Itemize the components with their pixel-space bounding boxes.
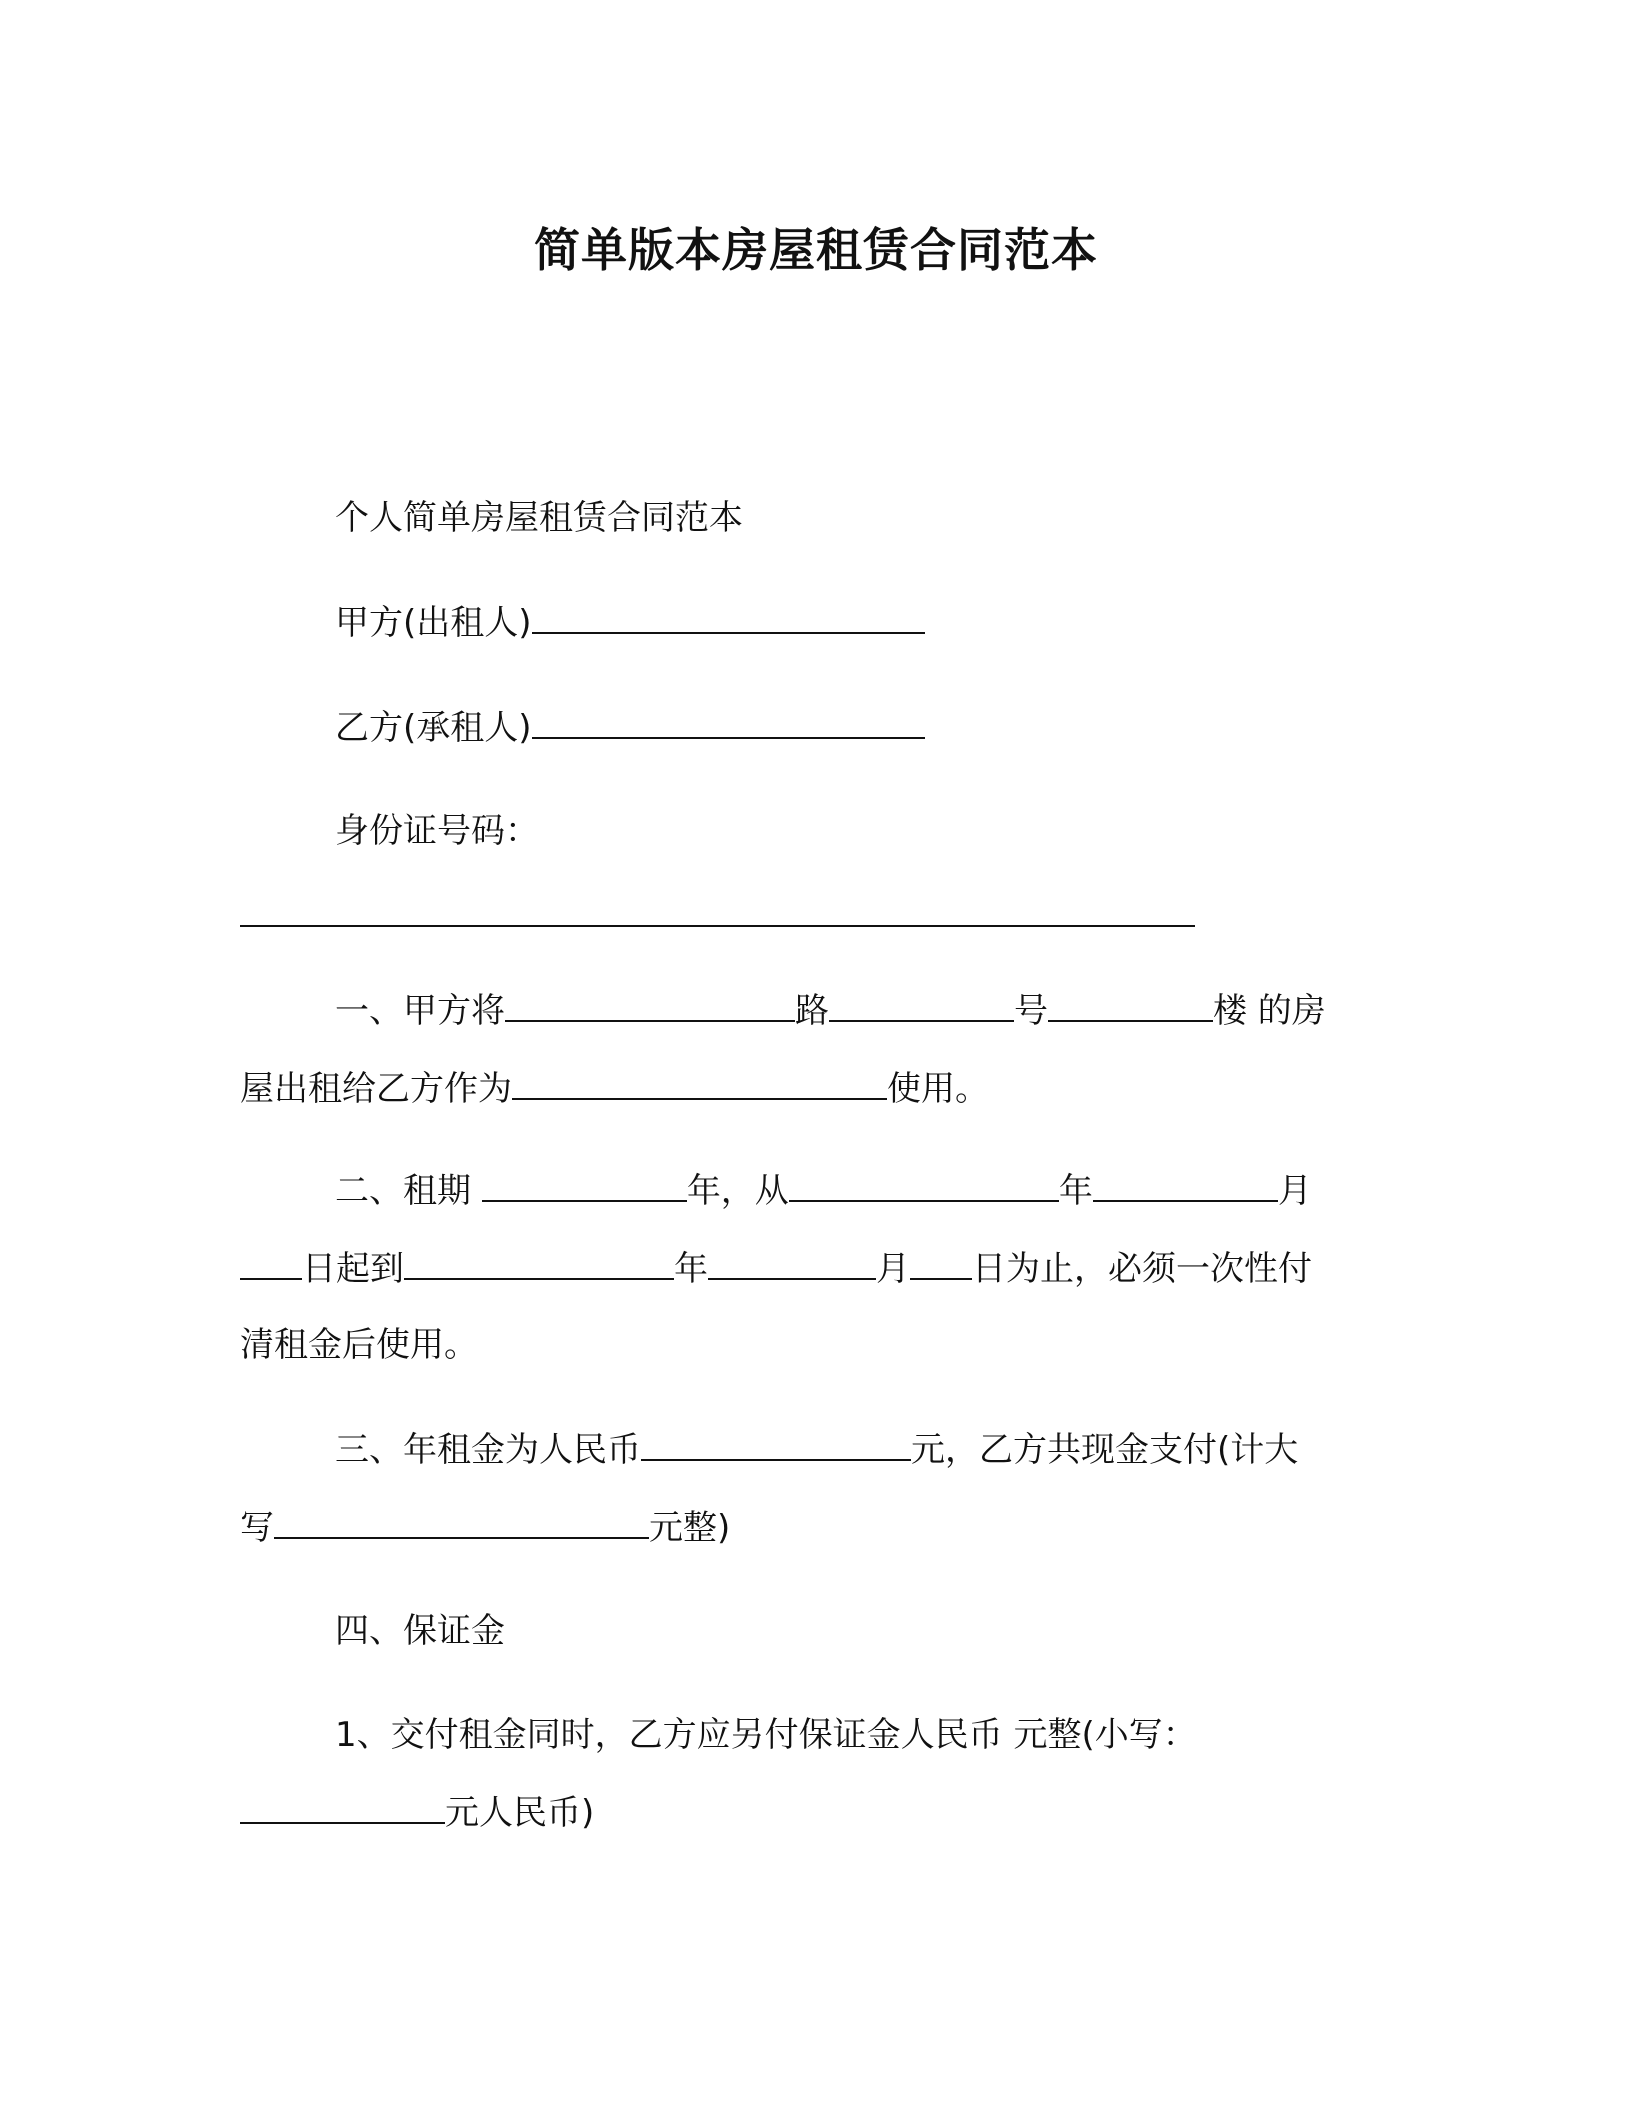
clause-2-blank-end-year [404,1248,674,1280]
clause-1-part-6: 使用。 [887,1069,989,1109]
party-b-blank [532,707,925,739]
party-b-label: 乙方(承租人) [335,708,532,748]
clause-1-blank-building [1048,990,1213,1022]
clause-3-line-1 [335,1427,1475,1473]
clause-2-blank-start-day [240,1248,302,1280]
document-title: 简单版本房屋租赁合同范本 [534,223,1098,277]
clause-2-part-8: 日为止，必须一次性付 [972,1249,1312,1289]
id-number-line [240,893,1380,939]
clause-2-part-5: 日起到 [302,1249,404,1289]
id-number-blank [240,895,1195,927]
party-a-line [335,600,1475,646]
clause-1-part-5: 屋出租给乙方作为 [240,1069,512,1109]
clause-2-line-2 [240,1246,1380,1292]
clause-1-blank-use [512,1068,887,1100]
clause-3-line-2 [240,1505,1380,1551]
clause-2-blank-end-day [910,1248,972,1280]
clause-2-part-1: 二、租期 [335,1171,471,1211]
clause-3-blank-uppercase [274,1507,649,1539]
clause-3-part-2: 元，乙方共现金支付(计大 [911,1430,1299,1470]
subtitle: 个人简单房屋租赁合同范本 [335,498,743,538]
clause-2-blank-start-year [789,1170,1059,1202]
party-a-label: 甲方(出租人) [335,603,532,643]
clause-1-part-4: 楼 的房 [1213,991,1326,1031]
clause-2-part-6: 年 [674,1249,708,1289]
clause-2-line-3: 清租金后使用。 [240,1325,478,1365]
party-a-blank [532,602,925,634]
clause-1-blank-number [829,990,1014,1022]
clause-4-item-1-line-2 [240,1790,1380,1836]
clause-3-part-1: 三、年租金为人民币 [335,1430,641,1470]
clause-4-blank-deposit [240,1792,445,1824]
clause-4-heading: 四、保证金 [335,1611,505,1651]
clause-4-item-1-line-1: 1、交付租金同时，乙方应另付保证金人民币 元整(小写： [335,1715,1197,1755]
clause-3-blank-amount [641,1429,911,1461]
clause-1-line-1 [335,988,1475,1034]
party-b-line [335,705,1475,751]
clause-2-part-4: 月 [1277,1171,1312,1211]
clause-1-part-2: 路 [795,991,829,1031]
clause-2-part-7: 月 [876,1249,910,1289]
clause-2-part-2: 年，从 [686,1171,789,1211]
clause-3-part-4: 元整) [649,1508,731,1548]
clause-2-blank-years [482,1170,687,1202]
clause-2-blank-start-month [1093,1170,1278,1202]
clause-2-blank-end-month [708,1248,876,1280]
clause-3-part-3: 写 [240,1508,274,1548]
clause-1-part-3: 号 [1014,991,1048,1031]
clause-2-line-1 [335,1168,1475,1214]
clause-1-line-2 [240,1066,1380,1112]
id-label: 身份证号码： [335,811,539,851]
clause-4-item-1-part-2: 元人民币) [445,1793,595,1833]
clause-1-blank-road [505,990,795,1022]
clause-2-part-3: 年 [1058,1171,1093,1211]
clause-1-part-1: 一、甲方将 [335,991,505,1031]
